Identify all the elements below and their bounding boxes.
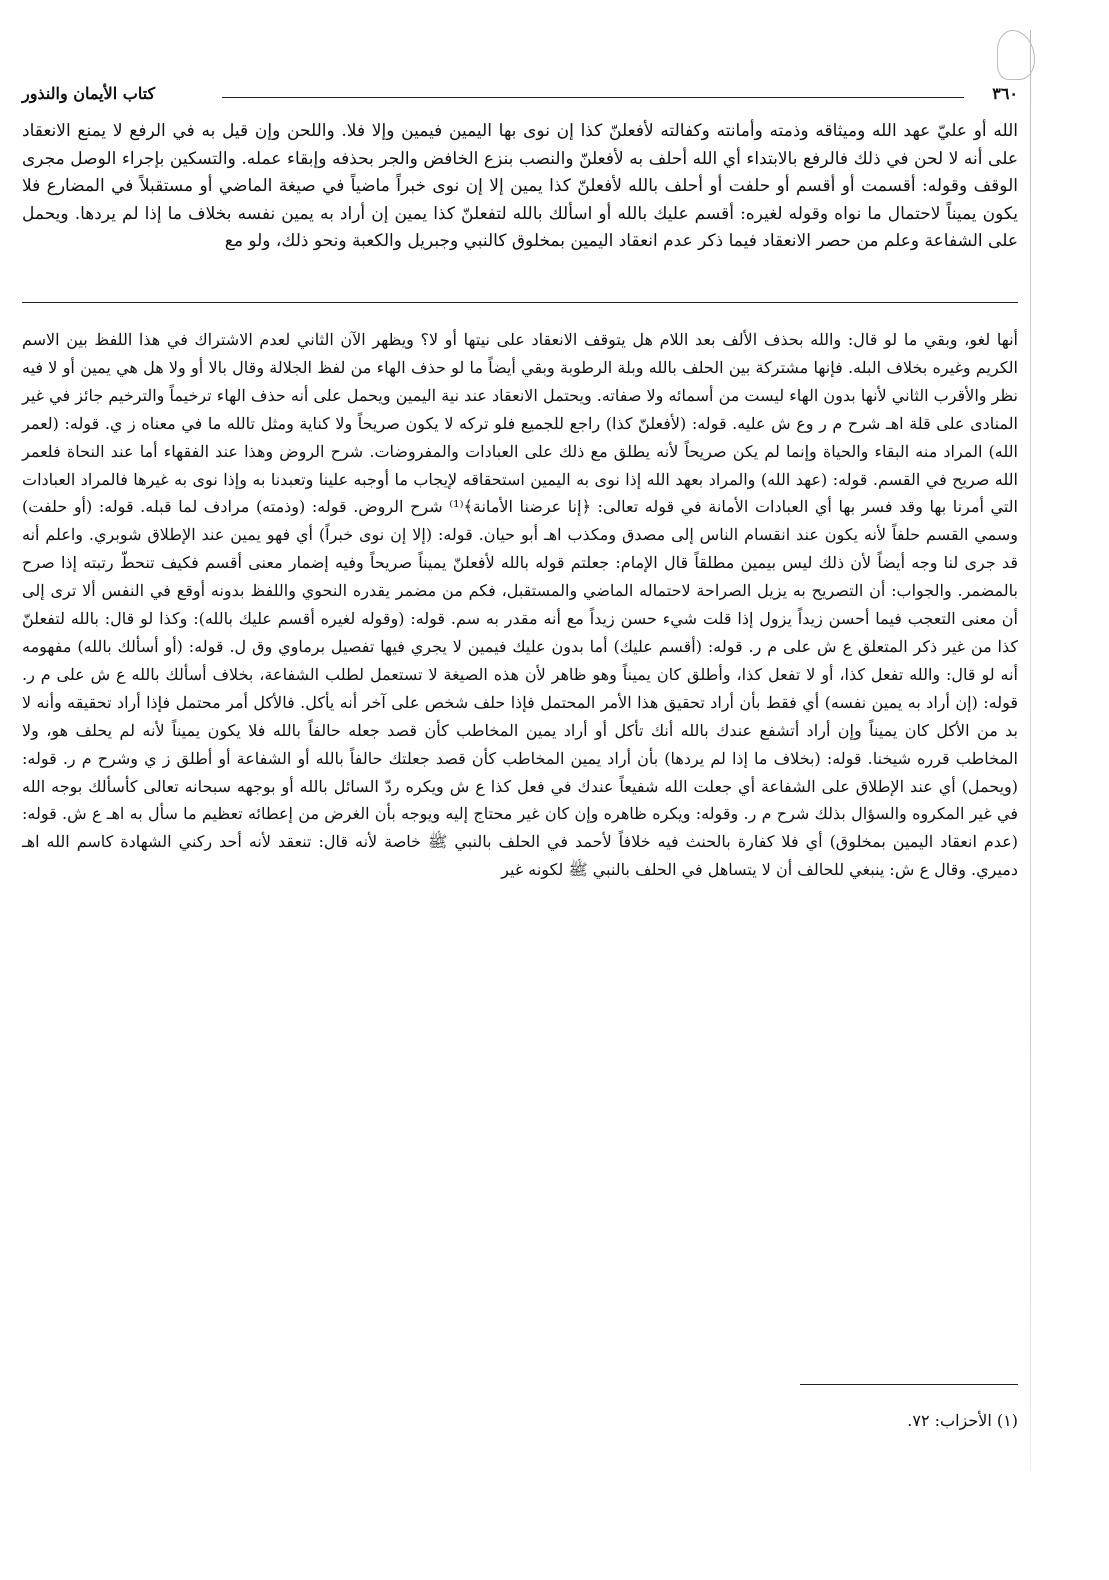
footnote-divider [800, 1384, 1018, 1385]
main-text: الله أو عليّ عهد الله وميثاقه وذمته وأمانته وكفالته لأفعلنّ كذا إن نوى بها اليمين فيمين وإلا فلا. واللحن وإن قيل به في الرفع لا يمنع الانعقاد على أنه لا لحن في ذلك فالرفع بالابتداء أي الله أحلف به لأفعلنّ والنصب بنزع الخافض والجر بحذفه وإبقاء عمله. والتسكين بإجراء الوصل مجرى الوقف وقوله: أقسمت أو أقسم أو حلفت أو أحلف بالله لأفعلنّ كذا يمين إلا إن نوى خبراً ماضياً في صيغة الماضي أو مستقبلاً في المضارع فلا يكون يميناً لاحتمال ما نواه وقوله لغيره: أقسم عليك بالله أو اسألك بالله لتفعلنّ كذا يمين إن أراد به يمين نفسه بخلاف ما إذا لم يردها. ويحمل على الشفاعة وعلم من حصر الانعقاد فيما ذكر عدم انعقاد اليمين بمخلوق كالنبي وجبريل والكعبة ونحو ذلك، ولو مع [22, 121, 1018, 251]
commentary-text: أنها لغو، وبقي ما لو قال: والله بحذف الألف بعد اللام هل يتوقف الانعقاد على نيتها أو لا؟ ويظهر الآن الثاني لعدم الاشتراك في هذا اللفظ بين الاسم الكريم وغيره بخلاف البله. فإنها مشتركة بين الحلف بالله وبلة الرطوبة وبقي أيضاً ما لو حذف الهاء من لفظ الجلالة وقال بالا أو ولا هل هي يمين أو لا فيه نظر والأقرب الثاني لأنها بدون الهاء ليست من أسمائه ولا صفاته. ويحتمل الانعقاد عند نية اليمين ويحمل على أنه حذف الهاء ترخيماً والترخيم جائز في غير المنادى على قلة اهـ شرح م ر وع ش عليه. قوله: (لأفعلنّ كذا) راجع للجميع فلو تركه لا يكون صريحاً ولا كناية ومثل تالله ما في معناه ز ي. قوله: (لعمر الله) المراد منه البقاء والحياة وإنما لم يكن صريحاً لأنه يطلق مع ذلك على العبادات والمفروضات. شرح الروض وهذا عند الفقهاء أما عند النحاة فلعمر الله صريح في القسم. قوله: (عهد الله) والمراد بعهد الله إذا نوى به اليمين استحقاقه لإيجاب ما أوجبه علينا وتعبدنا به وإذا نوى به غيرها فالمراد العبادات التي أمرنا بها وقد فسر بها أي العبادات الأمانة في قوله تعالى: ﴿إنا عرضنا الأمانة﴾⁽¹⁾ شرح الروض. قوله: (وذمته) مرادف لما قبله. قوله: (أو حلفت) وسمي القسم حلفاً لأنه يكون عند انقسام الناس إلى مصدق ومكذب اهـ أبو حيان. قوله: (إلا إن نوى خبراً) أي فهو يمين عند الإطلاق شوبري. واعلم أنه قد جرى لنا وجه أيضاً لأن ذلك ليس بيمين مطلقاً قال الإمام: جعلتم قوله بالله لأفعلنّ يميناً صريحاً وفيه إضمار معنى أقسم فكيف تنحطّ رتبته إذا صرح بالمضمر. والجواب: أن التصريح به يزيل الصراحة لاحتماله الماضي والمستقبل، فكم من مضمر يقدره النحوي واللفظ بدونه أوقع في النفس ألا ترى إلى أن معنى التعجب فيما أحسن زيداً يزول إذا قلت شيء حسن زيداً مع أنه مقدر به سم. قوله: (وقوله لغيره أقسم عليك بالله): وكذا لو قال: بالله لتفعلنّ كذا من غير ذكر المتعلق ع ش على م ر. قوله: (أقسم عليك) أما بدون عليك فيمين لا يجري فيها تفصيل برماوي وق ل. قوله: (أو أسألك بالله) مفهومه أنه لو قال: والله تفعل كذا، أو لا تفعل كذا، وأطلق كان يميناً وهو ظاهر لأن هذه الصيغة لا تستعمل لطلب الشفاعة، بخلاف أسألك بالله ع ش على م ر. قوله: (إن أراد به يمين نفسه) أي فقط بأن أراد تحقيق هذا الأمر المحتمل فإذا حلف شخص على آخر أنه يأكل. فالأكل أمر محتمل فإذا أراد تحقيقه وأنه لا بد من الأكل كان يميناً وإن أراد أتشفع عندك بالله أنك تأكل أو أراد يمين المخاطب كأن قصد جعله حالفاً بالله فلا يكون يميناً لأنه لم يحلف هو، ولا المخاطب قرره شيخنا. قوله: (بخلاف ما إذا لم يردها) بأن أراد يمين المخاطب كأن قصد جعلتك حالفاً بالله أو الشفاعة أو أطلق ز ي وشرح م ر. قوله: (ويحمل) أي عند الإطلاق على الشفاعة أي جعلت الله شفيعاً عندك في فعل كذا ع ش ويكره ردّ السائل بالله أو بوجهه سبحانه تعالى كأسألك بوجه الله في غير المكروه والسؤال بذلك شرح م ر. وقوله: ويكره ظاهره وإن كان غير محتاج إليه ويوجه بأن الغرض من إعطائه تعظيم ما سأل به اهـ ع ش. قوله: (عدم انعقاد اليمين بمخلوق) أي فلا كفارة بالحنث فيه خلافاً لأحمد في الحلف بالنبي ﷺ خاصة لأنه قال: تنعقد لأنه أحد ركني الشهادة كاسم الله اهـ دميري. وقال ع ش: ينبغي للحالف أن لا يتساهل في الحلف بالنبي ﷺ لكونه غير [22, 330, 1019, 880]
page-number: ٣٦٠ [992, 84, 1018, 103]
book-title: كتاب الأيمان والنذور [22, 84, 156, 103]
header-rule [222, 97, 964, 98]
page-header [22, 84, 1018, 110]
main-text-divider [22, 302, 1018, 303]
page-edge [1030, 30, 1031, 1470]
footnote: (١) الأحزاب: ٧٢. [907, 1411, 1018, 1430]
